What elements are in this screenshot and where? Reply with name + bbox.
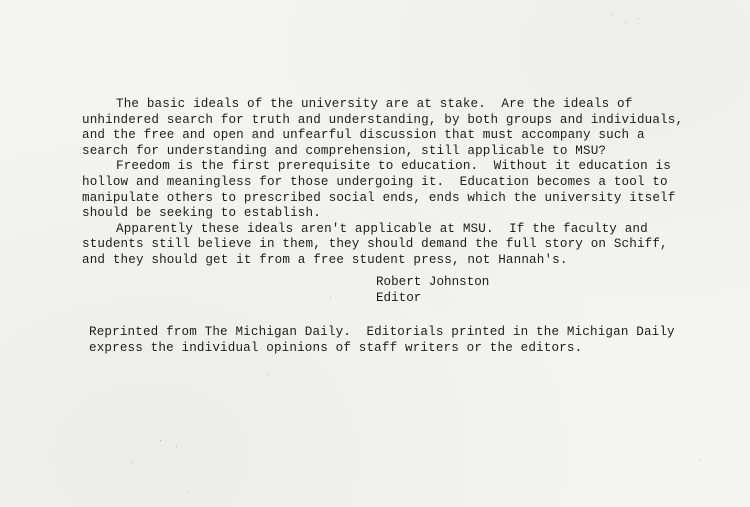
text-line: hollow and meaningless for those undergoing it. Education becomes a tool to xyxy=(82,174,668,189)
text-line: should be seeking to establish. xyxy=(82,206,321,221)
text-line: Apparently these ideals aren't applicable at MSU. If the faculty and xyxy=(116,221,648,236)
text-line: express the individual opinions of staff writers or the editors. xyxy=(89,341,583,355)
paragraph-ideals xyxy=(82,97,684,159)
paragraph-freedom xyxy=(82,159,676,221)
text-line: Reprinted from The Michigan Daily. Editorials printed in the Michigan Daily xyxy=(89,325,675,339)
paper-speck xyxy=(268,374,269,375)
reprint-note xyxy=(89,324,675,356)
paper-speck xyxy=(612,14,613,15)
text-line: Freedom is the first prerequisite to education. Without it education is xyxy=(116,159,671,174)
text-line: unhindered search for truth and understanding, by both groups and individuals, xyxy=(82,112,684,127)
paper-speck xyxy=(330,297,331,298)
text-line: and the free and open and unfearful discussion that must accompany such a xyxy=(82,128,645,143)
text-line: manipulate others to prescribed social ends, ends which the university itself xyxy=(82,190,676,205)
paper-speck xyxy=(638,18,639,19)
paragraph-apparently xyxy=(82,221,668,269)
signature-title: Editor xyxy=(376,291,422,305)
editorial-body xyxy=(82,97,684,269)
text-line: students still believe in them, they should demand the full story on Schiff, xyxy=(82,237,668,252)
paper-speck xyxy=(632,238,633,239)
paper-speck xyxy=(132,462,133,463)
text-line: search for understanding and comprehension, still applicable to MSU? xyxy=(82,143,607,158)
paper-speck xyxy=(188,492,189,493)
text-line: and they should get it from a free student press, not Hannah's. xyxy=(82,252,568,267)
paper-speck xyxy=(160,440,161,441)
paper-speck xyxy=(700,460,701,461)
signature-name: Robert Johnston xyxy=(376,275,490,289)
paper-speck xyxy=(176,446,177,447)
paper-speck xyxy=(625,22,626,23)
text-line: The basic ideals of the university are at stake. Are the ideals of xyxy=(116,97,633,111)
signature-block xyxy=(376,274,489,306)
